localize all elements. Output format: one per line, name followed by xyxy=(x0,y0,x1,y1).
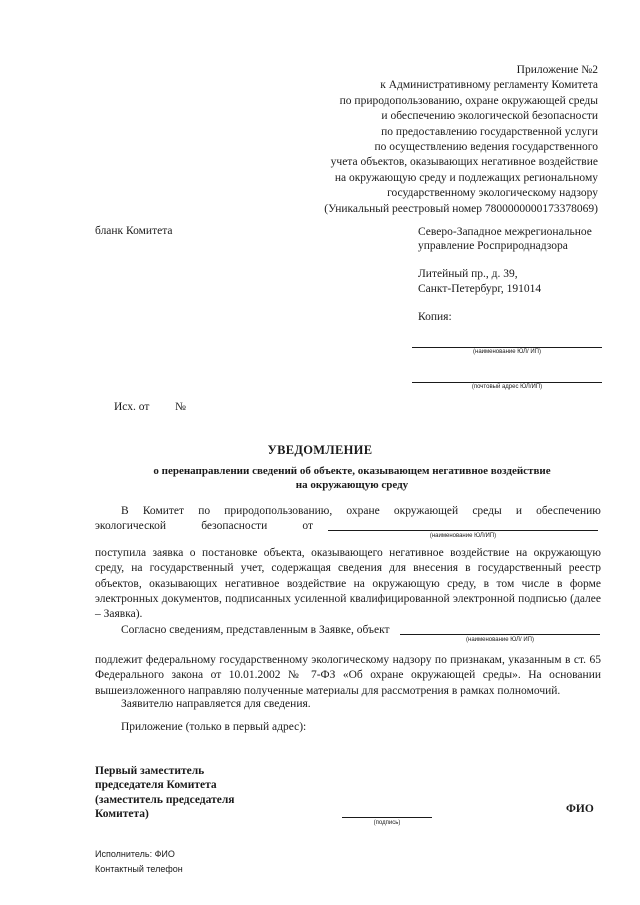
addressee-address-line: Литейный пр., д. 39, xyxy=(418,268,518,281)
applicant-name-line xyxy=(328,530,598,531)
signer-title-line: председателя Комитета xyxy=(95,779,217,792)
appendix-header xyxy=(324,63,598,217)
appendix-line: Приложение №2 xyxy=(516,64,598,76)
signer-title xyxy=(95,764,235,821)
appendix-line: по природопользованию, охране окружающей среды xyxy=(339,94,598,107)
body-word: экологической xyxy=(95,520,167,532)
appendix-line: по осуществлению ведения государственного xyxy=(374,141,598,154)
signer-title-line: Первый заместитель xyxy=(95,765,205,777)
body-word: природопользованию, xyxy=(224,505,333,517)
body-paragraph-4: подлежит федеральному государственному экологическому надзору по признакам, указанным в ст. 65 Федерального закона от 10.01.2002 № 7-ФЗ «Об охране окружающей среды». На основании вышеизложенного направляю полученные материалы для рассмотрения в рамках полномочий. xyxy=(95,654,601,697)
signer-title-line: (заместитель председателя xyxy=(95,793,235,806)
copy-name-caption: (наименование ЮЛ/ ИП) xyxy=(473,349,541,355)
body-paragraph-3: Согласно сведениям, представленным в Заявке, объект xyxy=(121,624,390,636)
appendix-line: учета объектов, оказывающих негативное воздействие xyxy=(330,156,598,169)
outgoing-number-label: № xyxy=(175,401,186,413)
letterhead-blank: бланк Комитета xyxy=(95,225,173,237)
notice-subtitle-line: на окружающую среду xyxy=(295,479,409,491)
signature-line xyxy=(342,817,432,818)
body-word: по xyxy=(198,505,211,517)
body-word: обеспечению xyxy=(536,505,601,517)
body-word: среды xyxy=(472,505,502,517)
addressee-org-line: управление Росприроднадзора xyxy=(418,240,568,253)
notice-subtitle-line: о перенаправлении сведений об объекте, оказывающем негативное воздействие xyxy=(153,465,551,477)
addressee-org-line: Северо-Западное межрегиональное xyxy=(418,226,592,238)
addressee-address-line: Санкт-Петербург, 191014 xyxy=(418,282,542,295)
body-paragraph-6: Приложение (только в первый адрес): xyxy=(121,721,307,733)
notice-subtitle xyxy=(100,464,604,492)
body-paragraph-1-line-2 xyxy=(95,519,313,534)
notice-title: УВЕДОМЛЕНИЕ xyxy=(267,443,373,457)
executor-phone: Контактный телефон xyxy=(95,863,183,874)
body-paragraph-2: поступила заявка о постановке объекта, оказывающего негативное воздействие на окружающую среду, на государственный учет, содержащая сведения для внесения в государственный реестр объектов, оказывающих негативное воздействие на окружающую среду, в том числе в форме электронных документов, подписанных усиленной квалифицированной электронной подписью (далее – Заявка). xyxy=(95,547,601,621)
applicant-name-caption: (наименование ЮЛ/ИП) xyxy=(429,533,497,539)
appendix-line: государственному экологическому надзору xyxy=(387,187,598,200)
appendix-line: (Уникальный реестровый номер 7800000000173378069) xyxy=(324,202,598,215)
object-name-caption: (наименование ЮЛ/ ИП) xyxy=(466,637,534,643)
body-word: от xyxy=(302,520,313,532)
appendix-line: по предоставлению государственной услуги xyxy=(381,125,598,138)
body-word: Комитет xyxy=(142,505,185,517)
body-word: В xyxy=(121,505,129,517)
object-name-line xyxy=(400,634,600,635)
body-paragraph-5: Заявителю направляется для сведения. xyxy=(121,698,311,710)
signer-fio: ФИО xyxy=(566,803,594,815)
copy-address-caption: (почтовый адрес ЮЛ/ИП) xyxy=(471,384,543,390)
signer-title-line: Комитета) xyxy=(95,807,149,820)
body-word: безопасности xyxy=(201,520,268,532)
copy-address-line xyxy=(412,382,602,383)
executor-info xyxy=(95,847,183,876)
executor-name: Исполнитель: ФИО xyxy=(95,849,175,859)
addressee-block xyxy=(418,225,592,324)
body-word: и xyxy=(515,505,523,517)
body-word: окружающей xyxy=(393,505,459,517)
appendix-line: и обеспечению экологической безопасности xyxy=(381,110,598,123)
signature-caption: (подпись) xyxy=(373,820,401,826)
outgoing-ref-label: Исх. от xyxy=(114,401,150,413)
body-word: охране xyxy=(346,505,380,517)
appendix-line: к Административному регламенту Комитета xyxy=(380,79,598,92)
copy-name-line xyxy=(412,347,602,348)
body-paragraph-1-line-1 xyxy=(121,504,601,519)
appendix-line: на окружающую среду и подлежащих региональному xyxy=(334,171,598,184)
copy-label: Копия: xyxy=(418,310,452,323)
